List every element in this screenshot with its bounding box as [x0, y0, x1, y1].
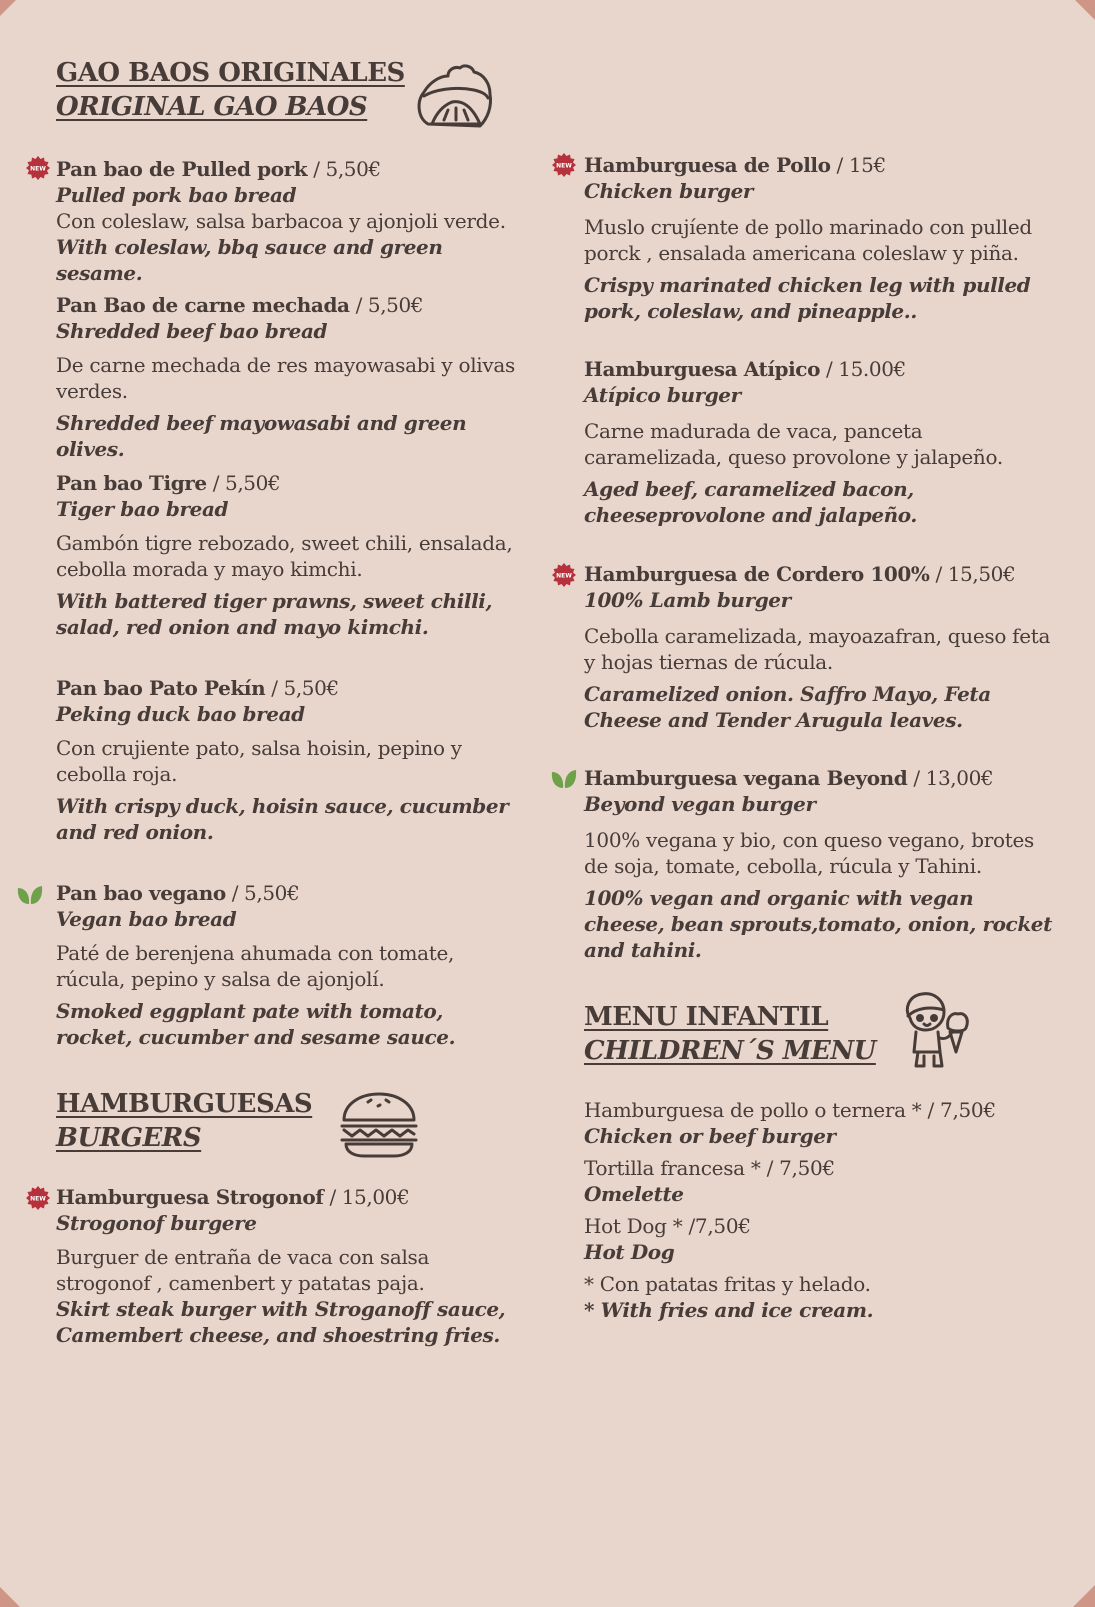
item-name-english: Atípico burger	[584, 383, 741, 407]
item-name-english: Chicken or beef burger	[584, 1124, 836, 1148]
item-name-english: Chicken burger	[584, 179, 754, 203]
item-description: Burguer de entraña de vaca con salsa strogonof , camenbert y patatas paja.	[56, 1245, 430, 1295]
badge-text: NEW	[556, 572, 572, 580]
corner-decoration-top-right	[1075, 0, 1095, 20]
item-description-english: Skirt steak burger with Stroganoff sauce, Camembert cheese, and shoestring fries.	[56, 1297, 506, 1347]
item-description-english: Caramelized onion. Saffro Mayo, Feta Cheese and Tender Arugula leaves.	[584, 682, 991, 732]
baos-section-header	[56, 56, 405, 124]
item-name: Pan Bao de carne mechada / 5,50€	[56, 293, 424, 317]
item-name: Pan bao de Pulled pork / 5,50€	[56, 157, 381, 181]
item-name-english: Beyond vegan burger	[584, 792, 816, 816]
item-name: Pan bao Pato Pekín / 5,50€	[56, 676, 339, 700]
item-description-english: Crispy marinated chicken leg with pulled pork, coleslaw, and pineapple..	[584, 273, 1031, 323]
menu-item	[56, 292, 516, 462]
item-name-english: Tiger bao bread	[56, 497, 229, 521]
item-name-english: 100% Lamb burger	[584, 588, 791, 612]
note-text: * Con patatas fritas y helado.	[584, 1272, 871, 1296]
item-description: Cebolla caramelizada, mayoazafran, queso feta y hojas tiernas de rúcula.	[584, 624, 1051, 674]
menu-item	[584, 561, 1054, 733]
kids-menu-note	[584, 1271, 873, 1323]
kids-menu-item	[584, 1213, 751, 1265]
kids-menu-item	[584, 1097, 996, 1149]
bao-bun-icon	[414, 62, 494, 136]
item-name: Hamburguesa de Pollo / 15€	[584, 153, 886, 177]
item-description-english: With crispy duck, hoisin sauce, cucumber and red onion.	[56, 794, 509, 844]
vegan-leaf-icon	[16, 882, 44, 906]
kids-section-header	[584, 1000, 876, 1068]
menu-item	[584, 356, 1054, 528]
badge-text: NEW	[30, 165, 46, 173]
item-name: Tortilla francesa * / 7,50€	[584, 1156, 835, 1180]
corner-decoration-top-left	[0, 0, 16, 16]
item-description: Gambón tigre rebozado, sweet chili, ensalada, cebolla morada y mayo kimchi.	[56, 531, 513, 581]
item-description-english: With battered tiger prawns, sweet chilli, salad, red onion and mayo kimchi.	[56, 589, 493, 639]
vegan-leaf-icon	[550, 766, 578, 790]
item-name: Hot Dog * /7,50€	[584, 1214, 751, 1238]
item-name: Pan bao vegano / 5,50€	[56, 881, 300, 905]
item-description: Con crujiente pato, salsa hoisin, pepino y cebolla roja.	[56, 736, 462, 786]
item-description: Carne madurada de vaca, panceta caramelizada, queso provolone y jalapeño.	[584, 419, 1003, 469]
menu-item	[56, 1184, 516, 1348]
badge-text: NEW	[30, 1195, 46, 1203]
child-ice-cream-icon	[900, 988, 974, 1072]
item-description: De carne mechada de res mayowasabi y olivas verdes.	[56, 353, 515, 403]
menu-item	[56, 156, 516, 286]
new-badge-icon	[26, 156, 50, 180]
item-name: Hamburguesa de pollo o ternera * / 7,50€	[584, 1098, 996, 1122]
item-name-english: Shredded beef bao bread	[56, 319, 328, 343]
corner-decoration-bottom-left	[0, 1587, 20, 1607]
item-description: Con coleslaw, salsa barbacoa y ajonjoli verde.	[56, 209, 506, 233]
item-description-english: With coleslaw, bbq sauce and green sesame.	[56, 235, 443, 285]
new-badge-icon	[552, 153, 576, 177]
section-subtitle: CHILDREN´S MENU	[584, 1036, 876, 1066]
item-description-english: Aged beef, caramelized bacon, cheeseprovolone and jalapeño.	[584, 477, 917, 527]
section-title: MENU INFANTIL	[584, 1002, 829, 1032]
item-name-english: Pulled pork bao bread	[56, 183, 297, 207]
item-name-english: Strogonof burgere	[56, 1211, 257, 1235]
badge-text: NEW	[556, 162, 572, 170]
section-subtitle: BURGERS	[56, 1123, 202, 1153]
item-description: 100% vegana y bio, con queso vegano, brotes de soja, tomate, cebolla, rúcula y Tahini.	[584, 828, 1034, 878]
item-name-english: Hot Dog	[584, 1240, 675, 1264]
item-name-english: Omelette	[584, 1182, 684, 1206]
menu-item	[584, 765, 1054, 963]
item-name-english: Peking duck bao bread	[56, 702, 305, 726]
item-description-english: Shredded beef mayowasabi and green olives.	[56, 411, 467, 461]
item-description: Muslo crujíente de pollo marinado con pulled porck , ensalada americana coleslaw y piña.	[584, 215, 1032, 265]
item-name: Hamburguesa Atípico / 15.00€	[584, 357, 906, 381]
item-name: Pan bao Tigre / 5,50€	[56, 471, 281, 495]
section-title: GAO BAOS ORIGINALES	[56, 58, 405, 88]
burger-icon	[338, 1090, 420, 1160]
item-description: Paté de berenjena ahumada con tomate, rúcula, pepino y salsa de ajonjolí.	[56, 941, 455, 991]
corner-decoration-bottom-right	[1073, 1585, 1095, 1607]
section-subtitle: ORIGINAL GAO BAOS	[56, 92, 368, 122]
item-description-english: 100% vegan and organic with vegan cheese, bean sprouts,tomato, onion, rocket and tahini.	[584, 886, 1052, 962]
burgers-section-header	[56, 1087, 312, 1155]
menu-item	[56, 470, 516, 640]
new-badge-icon	[26, 1186, 50, 1210]
item-name: Hamburguesa Strogonof / 15,00€	[56, 1185, 410, 1209]
note-text-english: * With fries and ice cream.	[584, 1298, 874, 1322]
section-title: HAMBURGUESAS	[56, 1089, 313, 1119]
kids-menu-item	[584, 1155, 835, 1207]
menu-item	[56, 675, 516, 845]
item-description-english: Smoked eggplant pate with tomato, rocket, cucumber and sesame sauce.	[56, 999, 456, 1049]
menu-item	[56, 880, 516, 1050]
item-name-english: Vegan bao bread	[56, 907, 237, 931]
new-badge-icon	[552, 563, 576, 587]
menu-item	[584, 152, 1054, 324]
item-name: Hamburguesa de Cordero 100% / 15,50€	[584, 562, 1016, 586]
item-name: Hamburguesa vegana Beyond / 13,00€	[584, 766, 994, 790]
